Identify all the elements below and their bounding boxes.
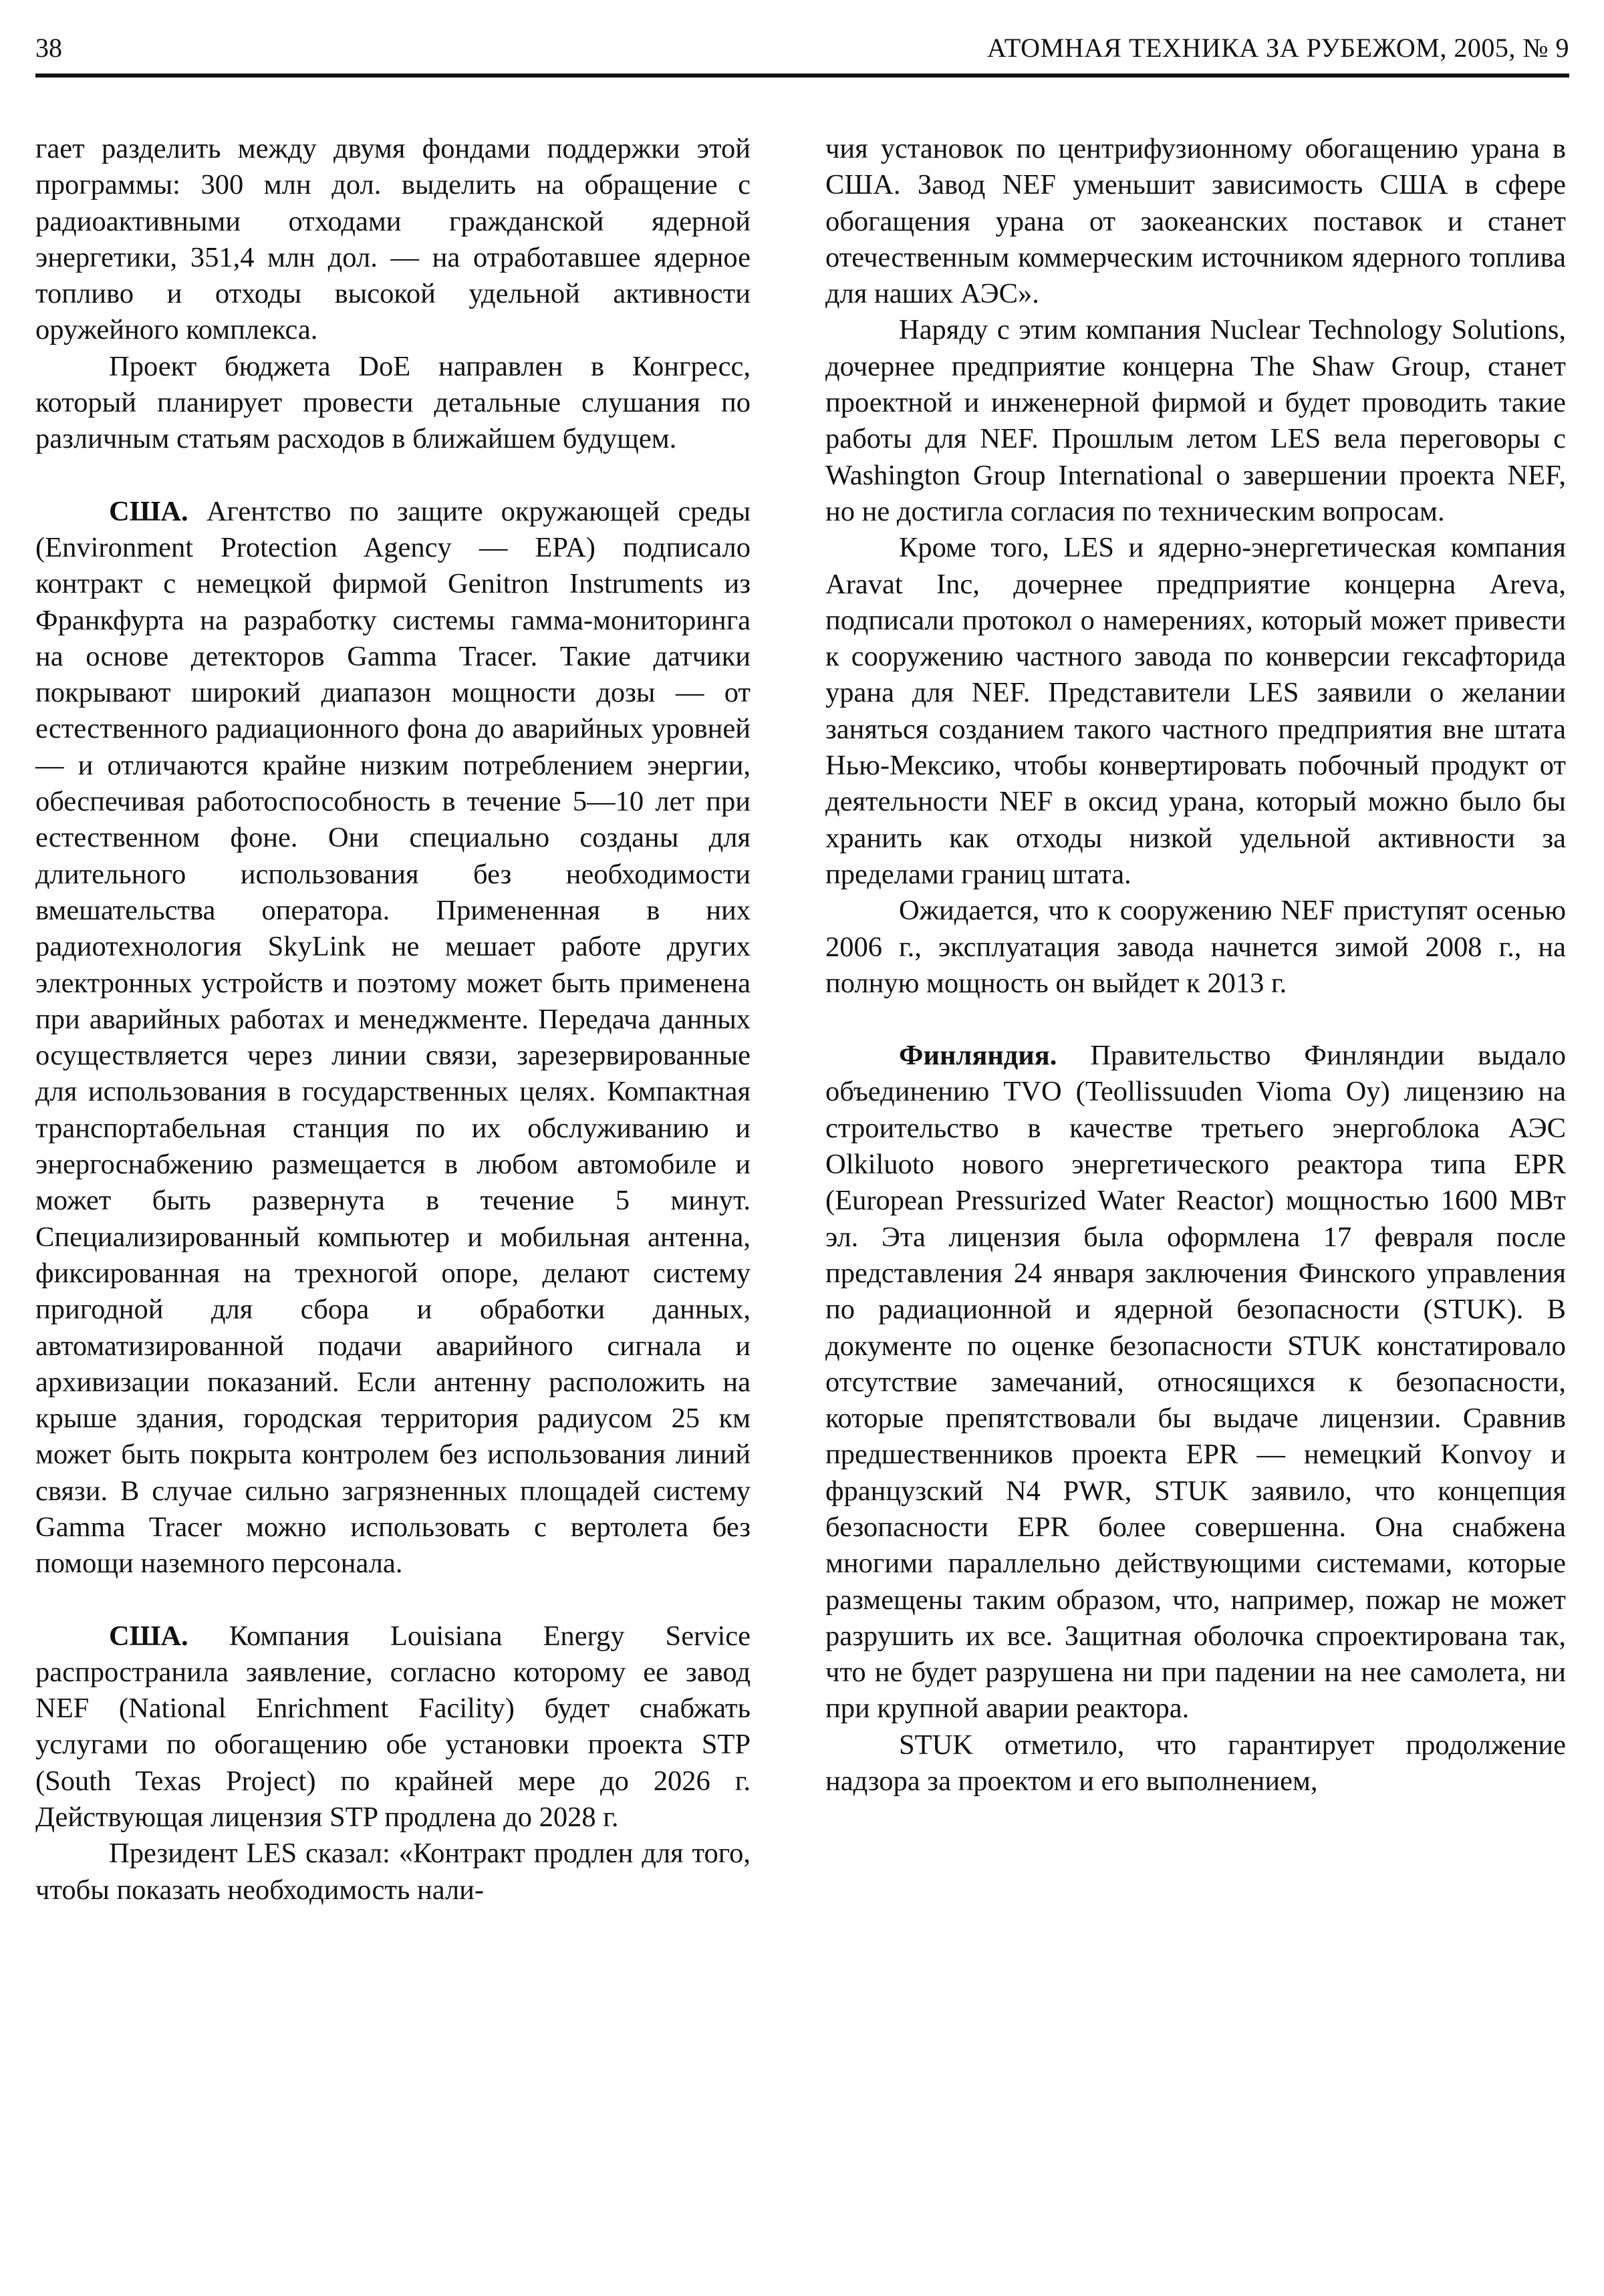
header-rule xyxy=(35,74,1569,78)
paragraph-aravat: Кроме того, LES и ядерно-энергетическая компания Aravat Inc, дочернее предприятие концерна Areva, подписали протокол о намерениях, который может привести к сооружению частного завода по конверсии гексафторида урана для NEF. Представители LES заявили о желании заняться созданием такого частного предприятия вне штата Нью-Мексико, чтобы конвертировать побочный продукт от деятельности NEF в оксид урана, который можно было бы хранить как отходы низкой удельной активности за пределами границ штата. xyxy=(825,532,1566,890)
section-gap xyxy=(825,1002,1566,1038)
section-lead-usa: США. xyxy=(109,1620,188,1652)
left-column xyxy=(35,131,751,1908)
section-gap xyxy=(35,458,751,494)
section-gap xyxy=(35,1582,751,1618)
section-usa-les xyxy=(35,1618,751,1836)
page-number: 38 xyxy=(35,33,62,63)
paragraph-doe-budget: Проект бюджета DoE направлен в Конгресс, который планирует провести детальные слушания по различным статьям расходов в ближайшем будущем. xyxy=(35,350,751,455)
paragraph-continued: гает разделить между двумя фондами поддержки этой программы: 300 млн дол. выделить на обращение с радиоактивными отходами гражданской ядерной энергетики, 351,4 млн дол. — на отработавшее ядерное топливо и отходы высокой удельной активности оружейного комплекса. xyxy=(35,133,751,346)
section-lead-finland: Финляндия. xyxy=(899,1040,1057,1072)
paragraph-nts: Наряду с этим компания Nuclear Technology Solutions, дочернее предприятие концерна The Shaw Group, станет проектной и инженерной фирмой и будет проводить такие работы для NEF. Прошлым летом LES вела переговоры с Washington Group International о завершении проекта NEF, но не достигла согласия по техническим вопросам. xyxy=(825,314,1566,527)
section-body: Правительство Финляндии выдало объединению TVO (Teollissuuden Vioma Oy) лицензию на строительство в качестве третьего энергоблока АЭС Olkiluoto нового энергетического реактора типа EPR (European Pressurized Water Reactor) мощностью 1600 МВт эл. Эта лицензия была оформлена 17 февраля после представления 24 января заключения Финского управления по радиационной и ядерной безопасности (STUK). В документе по оценке безопасности STUK констатировало отсутствие замечаний, относящихся к безопасности, которые препятствовали бы выдаче лицензии. Сравнив предшественников проекта EPR — немецкий Konvoy и французский N4 PWR, STUK заявило, что концепция безопасности EPR более совершенна. Она снабжена многими параллельно действующими системами, которые размещены таким образом, что, например, пожар не может разрушить их все. Защитная оболочка спроектирована так, что не будет разрушена ни при падении на нее самолета, ни при крупной аварии реактора. xyxy=(825,1040,1566,1725)
section-finland xyxy=(825,1038,1566,1727)
journal-title: АТОМНАЯ ТЕХНИКА ЗА РУБЕЖОМ, 2005, № 9 xyxy=(986,33,1569,63)
paragraph-stuk-supervision: STUK отметило, что гарантирует продолжение надзора за проектом и его выполнением, xyxy=(825,1729,1566,1798)
running-head xyxy=(35,28,1569,68)
right-column xyxy=(825,131,1566,1800)
section-usa-epa xyxy=(35,494,751,1582)
section-body: Компания Louisiana Energy Service распространила заявление, согласно которому ее завод NEF (National Enrichment Facility) будет снабжать услугами по обогащению обе установки проекта STP (South Texas Project) по крайней мере до 2026 г. Действующая лицензия STP продлена до 2028 г. xyxy=(35,1620,751,1834)
paragraph-les-president: Президент LES сказал: «Контракт продлен для того, чтобы показать необходимость нали- xyxy=(35,1838,751,1906)
paragraph-nef-schedule: Ожидается, что к сооружению NEF приступят осенью 2006 г., эксплуатация завода начнется зимой 2008 г., на полную мощность он выйдет к 2013 г. xyxy=(825,895,1566,999)
section-body: Агентство по защите окружающей среды (Environment Protection Agency — EPA) подписало контракт с немецкой фирмой Genitron Instruments из Франкфурта на разработку системы гамма-мониторинга на основе детекторов Gamma Tracer. Такие датчики покрывают широкий диапазон мощности дозы — от естественного радиационного фона до аварийных уровней — и отличаются крайне низким потреблением энергии, обеспечивая работоспособность в течение 5—10 лет при естественном фоне. Они специально созданы для длительного использования без необходимости вмешательства оператора. Примененная в них радиотехнология SkyLink не мешает работе других электронных устройств и поэтому может быть применена при аварийных работах и менеджменте. Передача данных осуществляется через линии связи, зарезервированные для использования в государственных целях. Компактная транспортабельная станция по их обслуживанию и энергоснабжению размещается в любом автомобиле и может быть развернута в течение 5 минут. Специализированный компьютер и мобильная антенна, фиксированная на трехногой опоре, делают систему пригодной для сбора и обработки данных, автоматизированной подачи аварийного сигнала и архивизации показаний. Если антенну расположить на крыше здания, городская территория радиусом 25 км может быть покрыта контролем без использования линий связи. В случае сильно загрязненных площадей систему Gamma Tracer можно использовать с вертолета без помощи наземного персонала. xyxy=(35,495,751,1580)
section-lead-usa: США. xyxy=(109,495,188,527)
paragraph-continued: чия установок по центрифузионному обогащению урана в США. Завод NEF уменьшит зависимость США в сфере обогащения урана от заокеанских поставок и станет отечественным коммерческим источником ядерного топлива для наших АЭС». xyxy=(825,133,1566,310)
